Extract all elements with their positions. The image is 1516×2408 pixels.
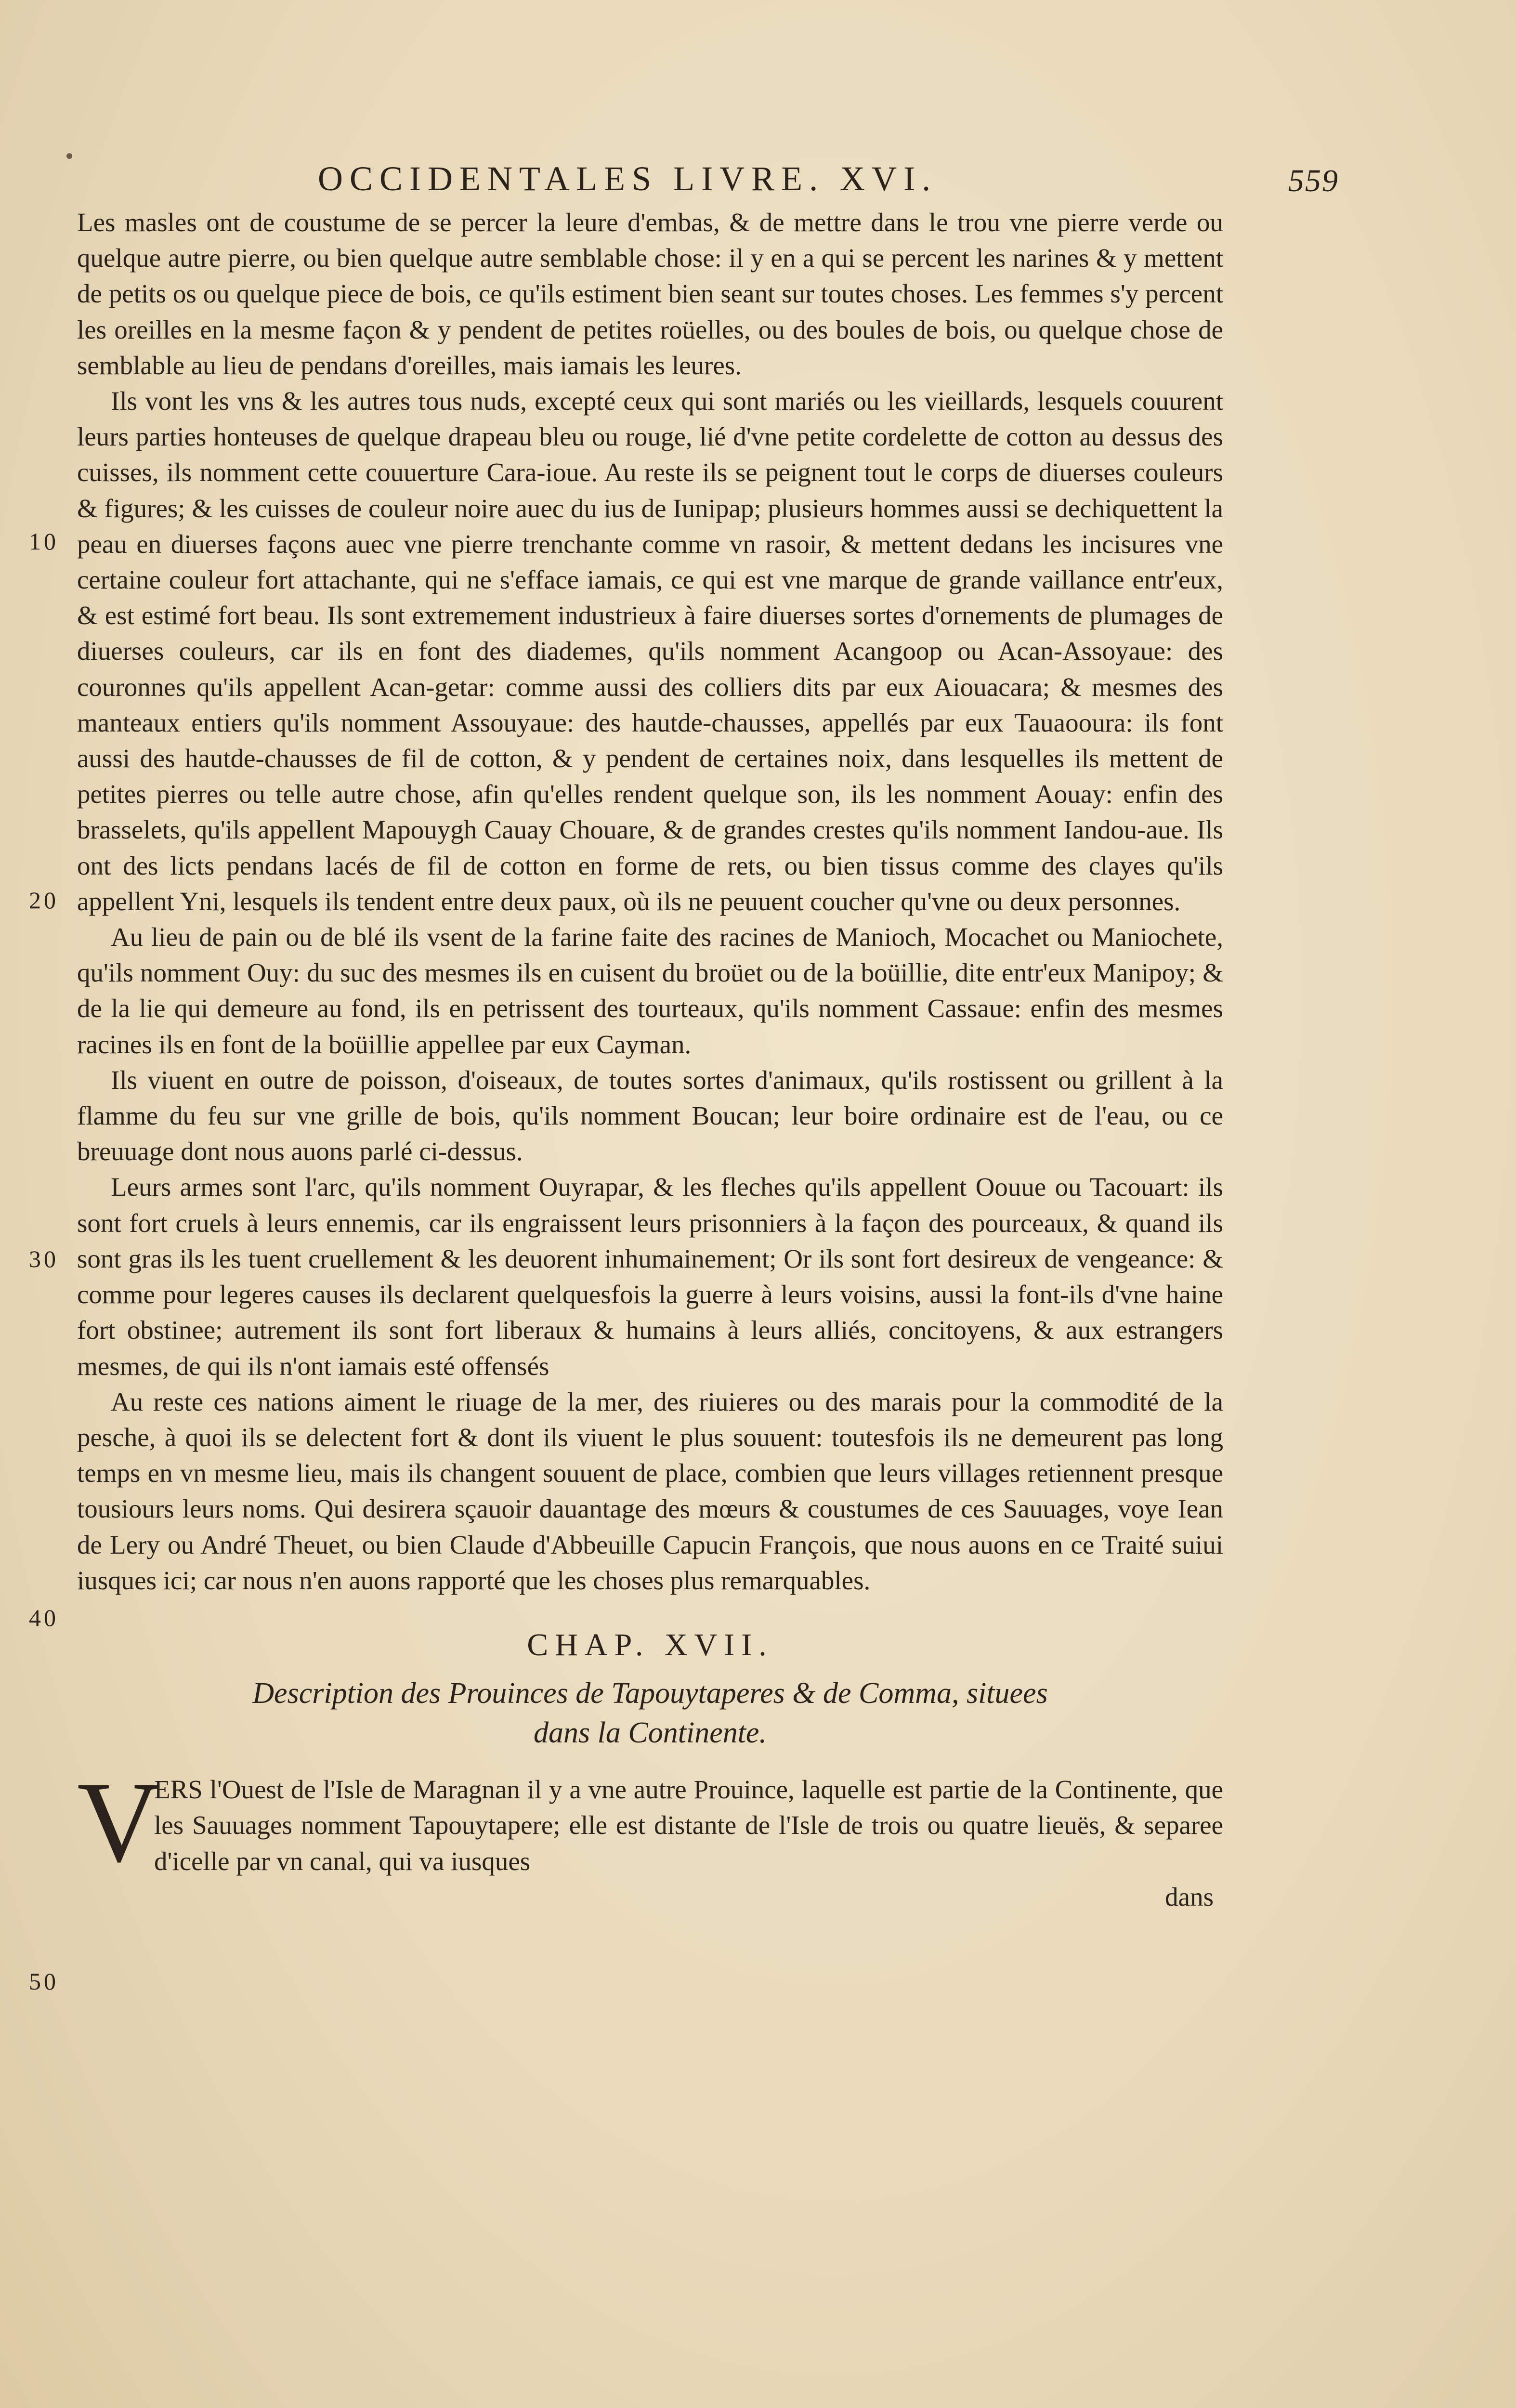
ink-spot (66, 153, 72, 159)
line-number-20: 20 (29, 887, 59, 914)
opening-paragraph (77, 1758, 1223, 1886)
line-number-10: 10 (29, 528, 59, 555)
paragraph: Au reste ces nations aiment le riuage de la mer, des riuieres ou des marais pour la commodité de la pesche, à quoi ils se delectent fort & dont ils viuent le plus souuent: toutesfois ils ne demeurent pas long temps en vn mesme lieu, mais ils changent souuent de place, combien que leurs villages retiennent presque tousiours leurs noms. Qui desirera sçauoir dauantage des mœurs & coustumes de ces Sauuages, voye Iean de Lery ou André Theuet, ou bien Claude d'Abbeuille Capucin François, que nous auons en ce Traité suiui iusques ici; car nous n'en auons rapporté que les choses plus remarquables. (77, 1387, 1223, 1595)
catchword: dans (1165, 1882, 1214, 1911)
running-header (318, 159, 1339, 202)
paragraph: Ils vont les vns & les autres tous nuds, excepté ceux qui sont mariés ou les vieillards, lesquels couurent leurs parties honteuses de quelque drapeau bleu ou rouge, lié d'vne petite cordelette de cotton au dessus des cuisses, ils nomment cette couuerture Cara-ioue. Au reste ils se peignent tout le corps de diuerses couleurs & figures; & les cuisses de couleur noire auec du ius de Iunipap; plusieurs hommes aussi se dechiquettent la peau en diuerses façons auec vne pierre trenchante comme vn rasoir, & mettent dedans les incisures vne certaine couleur fort attachante, qui ne s'efface iamais, ce qui est vne marque de grande vaillance entr'eux, & est estimé fort beau. Ils sont extremement industrieux à faire diuerses sortes d'ornements de plumages de diuerses couleurs, car ils en font des diademes, qu'ils nomment Acangoop ou Acan-Assoyaue: des couronnes qu'ils appellent Acan-getar: comme aussi des colliers dits par eux Aiouacara; & mesmes des manteaux entiers qu'ils nomment Assouyaue: des hautde-chausses, appellés par eux Tauaooura: ils font aussi des hautde-chausses de fil de cotton, & y pendent de certaines noix, dans lesquelles ils mettent de petites pierres ou telle autre chose, afin qu'elles rendent quelque son, ils les nomment Aouay: enfin des brasselets, qu'ils appellent Mapouygh Cauay Chouare, & de grandes crestes qu'ils nomment Iandou-aue. Ils ont des licts pendans lacés de fil de cotton en forme de rets, ou bien tissus comme des clayes qu'ils appellent Yni, lesquels ils tendent entre deux paux, où ils ne peuuent coucher qu'vne ou deux personnes. (77, 386, 1223, 916)
paragraph: Au lieu de pain ou de blé ils vsent de la farine faite des racines de Manioch, Mocachet ou Maniochete, qu'ils nomment Ouy: du suc des mesmes ils en cuisent du broüet ou de la boüillie, dite entr'eux Manipoy; & de la lie qui demeure au fond, ils en petrissent des tourteaux, qu'ils nomment Cassaue: enfin des mesmes racines ils en font de la boüillie appellee par eux Cayman. (77, 922, 1223, 1059)
line-number-50: 50 (29, 1968, 59, 1995)
running-title: OCCIDENTALES LIVRE. XVI. (318, 159, 938, 198)
line-number-30: 30 (29, 1245, 59, 1272)
paragraph: ERS l'Ouest de l'Isle de Maragnan il y a vne autre Prouince, laquelle est partie de la Continente, que les Sauuages nomment Tapouytapere; elle est distante de l'Isle de trois ou quatre lieuës, & separee d'icelle par vn canal, qui va iusques (154, 1775, 1223, 1876)
chapter-heading: CHAP. XVII. (527, 1627, 773, 1662)
line-number-40: 40 (29, 1604, 59, 1631)
body-text (77, 205, 1223, 1915)
paragraph: Les masles ont de coustume de se percer la leure d'embas, & de mettre dans le trou vne pierre verde ou quelque autre pierre, ou bien quelque autre semblable chose: il y en a qui se percent les narines & y mettent de petits os ou quelque piece de bois, ce qu'ils estiment bien seant sur toutes choses. Les femmes s'y percent les oreilles en la mesme façon & y pendent de petites roüelles, ou des boules de bois, ou quelque chose de semblable au lieu de pendans d'oreilles, mais iamais les leures. (77, 208, 1223, 380)
page-number: 559 (1288, 163, 1339, 198)
drop-capital: V (77, 1758, 161, 1886)
chapter-description: Description des Prouinces de Tapouytaperes & de Comma, situees dans la Continente. (252, 1677, 1048, 1750)
paragraph: Leurs armes sont l'arc, qu'ils nomment Ouyrapar, & les fleches qu'ils appellent Oouue ou Tacouart: ils sont fort cruels à leurs ennemis, car ils engraissent leurs prisonniers à la façon des pourceaux, & quand ils sont gras ils les tuent cruellement & les deuorent inhumainement; Or ils sont fort desireux de vengeance: & comme pour legeres causes ils declarent quelquesfois la guerre à leurs voisins, aussi la font-ils d'vne haine fort obstinee; autrement ils sont fort liberaux & humains à leurs alliés, concitoyens, & aux estrangers mesmes, de qui ils n'ont iamais esté offensés (77, 1172, 1223, 1381)
paragraph: Ils viuent en outre de poisson, d'oiseaux, de toutes sortes d'animaux, qu'ils rostissent ou grillent à la flamme du feu sur vne grille de bois, qu'ils nomment Boucan; leur boire ordinaire est de l'eau, ou ce breuuage dont nous auons parlé ci-dessus. (77, 1065, 1223, 1166)
